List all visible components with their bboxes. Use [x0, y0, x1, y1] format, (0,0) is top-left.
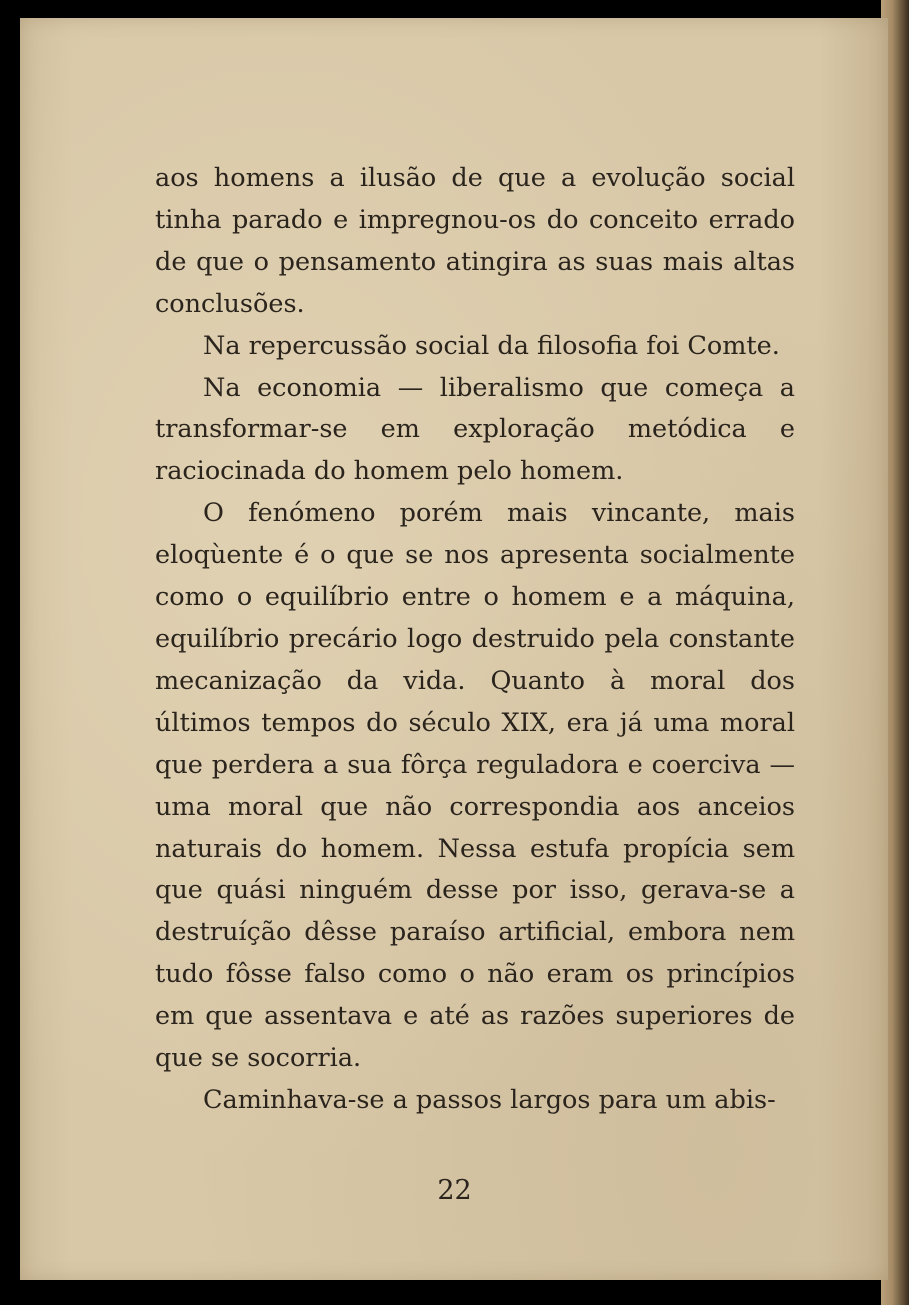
paragraph: Na repercussão social da filosofia foi Comte.	[203, 330, 780, 361]
paragraph: O fenómeno porém mais vincante, mais eloqùente é o que se nos apresenta socialmente como o equilíbrio entre o homem e a máquina, equilíbrio precário logo destruido pela constante mecanização da vida. Quanto à moral dos últimos tempos do século XIX, era já uma moral que perdera a sua fôrça reguladora e coerciva — uma moral que não correspondia aos anceios naturais do homem. Nessa estufa propícia sem que quási ninguém desse por isso, gerava-se a destruíção dêsse paraíso artificial, embora nem tudo fôsse falso como o não eram os princípios em que assentava e até as razões superiores de que se socorria.	[155, 498, 795, 1074]
paragraph: aos homens a ilusão de que a evolução social tinha parado e impregnou-os do conceito errado de que o pensamento atingira as suas mais altas conclusões.	[155, 163, 795, 319]
paragraph: Na economia — liberalismo que começa a transformar-se em exploração metódica e raciocinada do homem pelo homem.	[155, 372, 795, 487]
body-text	[155, 158, 795, 1122]
paragraph: Caminhava-se a passos largos para um abis-	[203, 1084, 776, 1115]
page-number: 22	[437, 1175, 472, 1206]
